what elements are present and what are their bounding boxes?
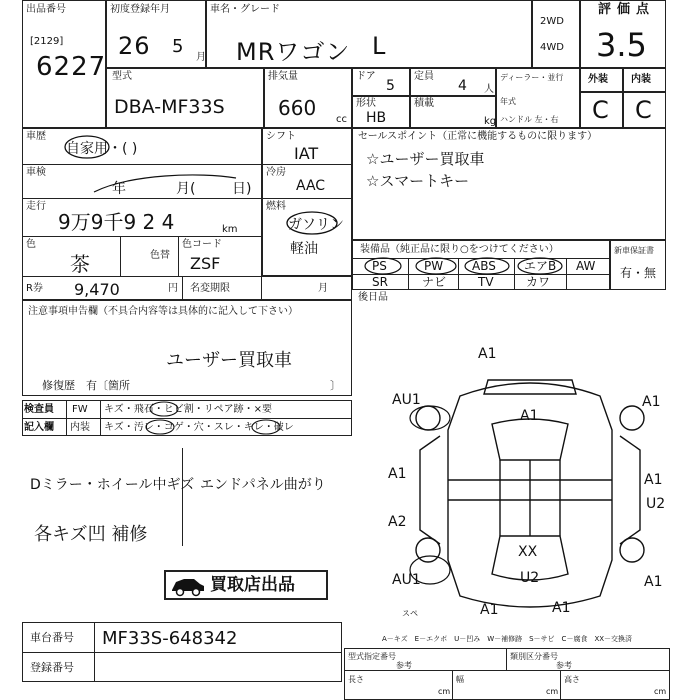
equip-aw: AW <box>576 259 596 273</box>
mileage-label: 走行 <box>26 201 46 212</box>
mark-rear-left-wheel: AU1 <box>392 572 421 588</box>
reg-number-label: 登録番号 <box>30 661 74 674</box>
drive-4wd: 4WD <box>540 42 564 53</box>
equip-leather: カワ <box>526 275 551 289</box>
equip-ps: PS <box>372 259 387 273</box>
recycle-amount: 9,470 <box>74 280 120 299</box>
interior-label: 内装 <box>631 74 651 85</box>
score-value: 3.5 <box>596 26 647 64</box>
warranty-label: 新車保証書 <box>614 246 654 255</box>
inspector-comment-2: エンドパネル曲がり <box>200 477 326 493</box>
lot-number: 6227 <box>36 52 107 82</box>
repair-close: 〕 <box>330 379 341 392</box>
height-label: 高さ <box>564 675 580 684</box>
equip-tv: TV <box>478 275 494 289</box>
equip-sr: SR <box>372 275 388 289</box>
height-cm: cm <box>654 687 667 696</box>
displacement-value: 660 <box>278 96 317 120</box>
mark-rear-right-wheel: A1 <box>644 574 663 590</box>
fuel-circle <box>284 210 340 236</box>
first-reg-label: 初度登録年月 <box>110 4 170 15</box>
mark-tailgate: XX <box>518 544 538 560</box>
recycle-cell <box>22 276 352 300</box>
aircon-label: 冷房 <box>266 167 286 178</box>
doors-label: ドア <box>356 71 376 82</box>
chassis-label: 車台番号 <box>30 631 74 644</box>
mark-front-top: A1 <box>478 346 497 362</box>
car-stamp-icon <box>170 575 206 597</box>
month-unit: 月 <box>196 52 206 63</box>
cc-unit: cc <box>336 114 347 125</box>
capacity-value: 4 <box>458 78 467 94</box>
recycle-yen: 円 <box>168 283 178 294</box>
notes-text: ユーザー買取車 <box>166 350 292 371</box>
class-ref-label: 参考 <box>556 661 572 670</box>
type-no-label: 型式指定番号 <box>348 652 396 661</box>
model-value: DBA-MF33S <box>114 96 225 118</box>
fuel-gasoline: ガソリン <box>288 217 344 233</box>
sales-points-label: セールスポイント（正常に機能するものに限ります） <box>358 131 598 142</box>
mark-front-hood: A1 <box>520 408 539 424</box>
equip-navi: ナビ <box>422 275 447 289</box>
aircon-value: AAC <box>296 178 326 194</box>
load-label: 積載 <box>414 98 434 109</box>
equip-abs: ABS <box>472 259 496 273</box>
kg-unit: kg <box>484 116 497 127</box>
exterior-label: 外装 <box>588 74 608 85</box>
equip-airbag: エアB <box>524 259 557 273</box>
fuel-diesel: 軽油 <box>290 241 318 257</box>
inspector-row-1: キズ・飛石・ヒビ割・リペア跡・×要 <box>104 404 272 415</box>
dealer-stamp-text: 買取店出品 <box>210 575 295 595</box>
mark-front-right-wheel: A1 <box>642 394 661 410</box>
exterior-grade: C <box>592 96 610 124</box>
inspector-label-1: 検査員 <box>24 404 54 415</box>
sales-point-2: ☆スマートキー <box>366 172 470 190</box>
inspector-circles <box>140 400 320 436</box>
width-label: 幅 <box>456 675 464 684</box>
inspection-day-unit: 日) <box>232 181 252 197</box>
inspection-strike <box>90 170 240 200</box>
inspector-label-2: 記入欄 <box>24 422 54 433</box>
recycle-label: R券 <box>26 283 43 294</box>
inspector-fw: FW <box>72 404 88 415</box>
mark-left-door: A1 <box>388 466 407 482</box>
inspector-comment-1: Dミラー・ホイール中ギズ <box>30 477 195 493</box>
color-value: 茶 <box>70 252 90 276</box>
name-change-label: 名変期限 <box>190 283 230 294</box>
model-label: 型式 <box>112 71 132 82</box>
displacement-label: 排気量 <box>268 71 298 82</box>
color-code-value: ZSF <box>190 254 221 273</box>
lot-label: 出品番号 <box>26 4 66 15</box>
capacity-unit: 人 <box>484 84 494 95</box>
inspection-year-unit: 年 <box>112 181 126 197</box>
mark-left-rear-door: A2 <box>388 514 407 530</box>
inspection-label: 車検 <box>26 167 46 178</box>
equip-pw: PW <box>424 259 444 273</box>
sales-point-1: ☆ユーザー買取車 <box>366 150 485 168</box>
first-reg-month: 5 <box>172 36 184 57</box>
drive-2wd: 2WD <box>540 16 564 27</box>
inspector-interior: 内装 <box>70 422 90 433</box>
mark-right-door: A1 <box>644 472 663 488</box>
car-name: MRワゴン <box>236 38 351 66</box>
mark-rear-panel: U2 <box>520 570 540 586</box>
usage-circle <box>62 134 112 160</box>
handle-label: ハンドル 左・右 <box>500 115 559 124</box>
afterwards-label: 後日品 <box>358 292 388 303</box>
mark-front-left-wheel: AU1 <box>392 392 421 408</box>
width-cm: cm <box>546 687 559 696</box>
shape-label: 形状 <box>356 98 376 109</box>
usage-value: 自家用・( ) <box>66 141 138 157</box>
score-label: 評価点 <box>598 2 656 17</box>
mark-right-rear-door: U2 <box>646 496 666 512</box>
class-no-label: 類別区分番号 <box>510 652 558 661</box>
inspector-row-2: キズ・汚レ・コゲ・穴・スレ・キレ・破レ <box>104 422 294 433</box>
length-cm: cm <box>438 687 451 696</box>
shift-value: IAT <box>294 144 319 163</box>
damage-legend: A－キズ E－エクボ U－凹み W－補修跡 S－サビ C－腐食 XX－交換済 <box>382 635 633 643</box>
interior-grade: C <box>635 96 653 124</box>
type-ref-label: 参考 <box>396 661 412 670</box>
color-label: 色 <box>26 239 36 250</box>
repair-label: 修復歴 有〔箇所 <box>42 379 130 392</box>
capacity-label: 定員 <box>414 71 434 82</box>
shape-value: HB <box>366 110 387 126</box>
lot-code: [2129] <box>30 36 64 47</box>
model-year-label: 年式 <box>500 97 516 106</box>
shift-label: シフト <box>266 131 296 142</box>
equipment-label: 装備品（純正品に限り○をつけてください） <box>360 244 559 255</box>
length-label: 長さ <box>348 675 364 684</box>
grade: L <box>372 32 387 60</box>
dealer-label: ディーラー・並行 <box>500 73 564 82</box>
first-reg-year: 26 <box>118 32 151 60</box>
mark-rear-bumper: A1 <box>480 602 499 618</box>
name-change-month: 月 <box>318 283 328 294</box>
warranty-value: 有・無 <box>620 266 657 280</box>
spare-label: スペ <box>402 609 418 618</box>
car-name-label: 車名・グレード <box>210 4 280 15</box>
color-code-label: 色コード <box>182 239 222 250</box>
mileage-value: 9万9千9 2 4 <box>58 210 175 234</box>
equipment-circles <box>360 256 580 276</box>
km-unit: km <box>222 224 238 235</box>
inspector-comment-3: 各キズ凹 補修 <box>34 524 148 545</box>
mark-rear-bumper-right: A1 <box>552 600 571 616</box>
doors-value: 5 <box>386 78 395 94</box>
drive-cell <box>532 0 580 68</box>
usage-label: 車歴 <box>26 131 46 142</box>
chassis-value: MF33S-648342 <box>102 628 238 649</box>
fuel-label: 燃料 <box>266 201 286 212</box>
color-no-label: 色替 <box>150 250 170 261</box>
notes-label: 注意事項申告欄（不具合内容等は具体的に記入して下さい） <box>28 306 298 317</box>
inspection-month-unit: 月( <box>176 181 196 197</box>
